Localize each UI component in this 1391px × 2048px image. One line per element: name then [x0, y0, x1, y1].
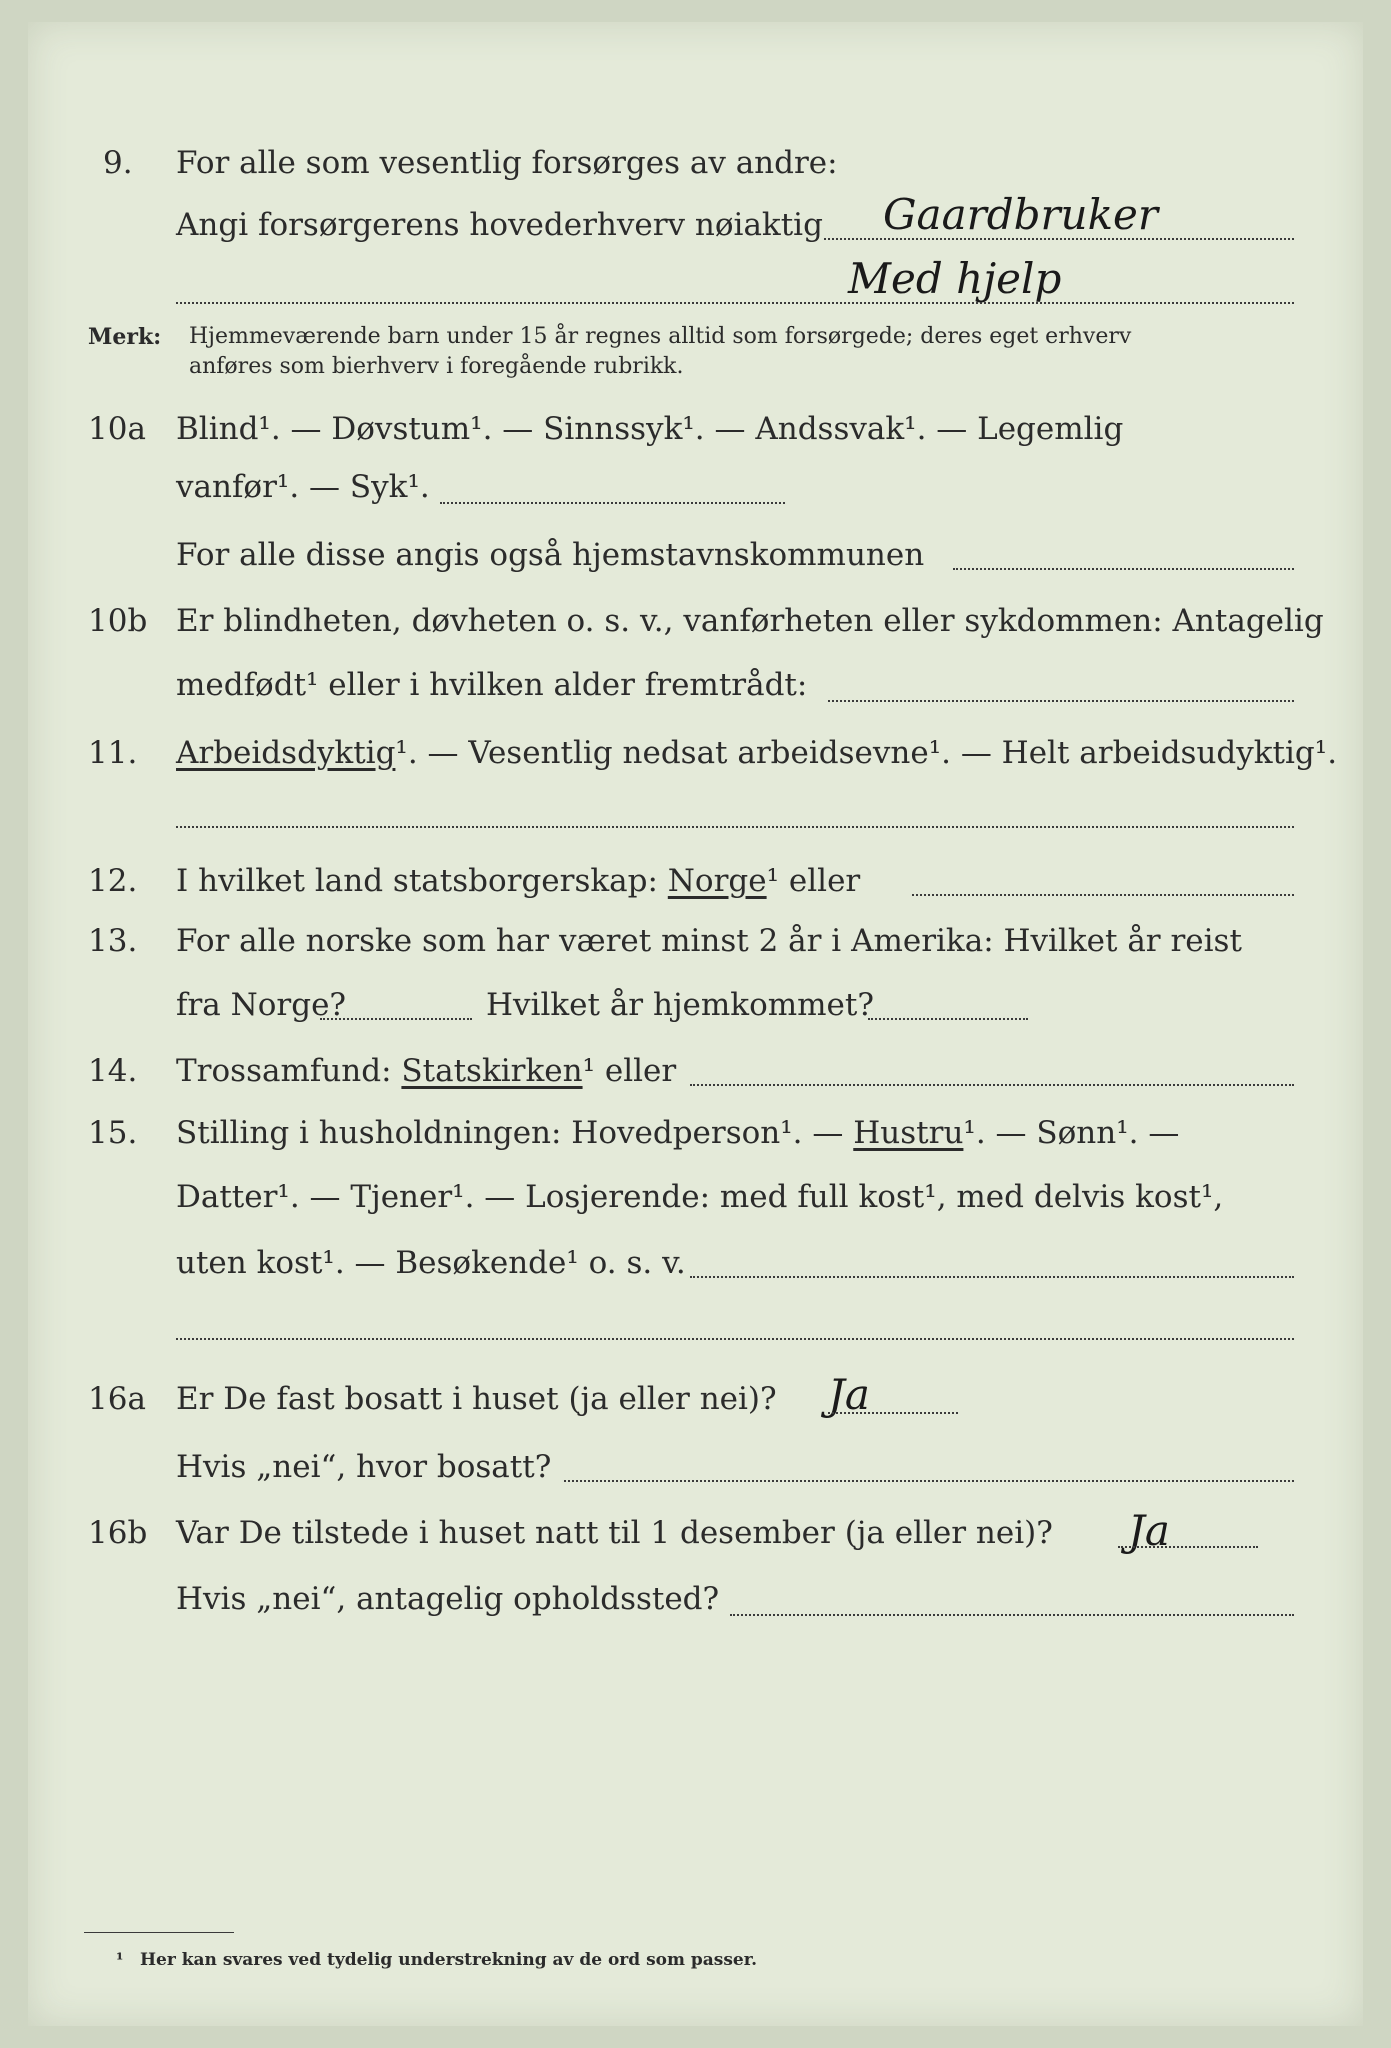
footnote-mark: ¹ — [116, 1950, 124, 1970]
q10b-line2: medfødt¹ eller i hvilken alder fremtrådt: — [176, 667, 808, 703]
q12-rest: ¹ eller — [766, 863, 861, 899]
q15-line1 — [176, 1115, 1180, 1151]
q9-answer-line1 — [824, 238, 1294, 240]
q15-line1a: Stilling i husholdningen: Hovedperson¹. — — [176, 1115, 844, 1151]
q14-number: 14. — [88, 1053, 138, 1089]
q11-line — [176, 735, 1338, 771]
q14-rest: ¹ eller — [582, 1053, 677, 1089]
q15-line1b: ¹. — Sønn¹. — — [963, 1115, 1180, 1151]
q15-number: 15. — [88, 1115, 138, 1151]
q15-line2: Datter¹. — Tjener¹. — Losjerende: med full kost¹, med delvis kost¹, — [176, 1179, 1224, 1215]
q16b-opholdssted-line — [730, 1614, 1294, 1616]
q10b-answer-line — [828, 700, 1294, 702]
q10a-line3: For alle disse angis også hjemstavnskommunen — [176, 537, 925, 573]
q15-answer-line2 — [176, 1338, 1294, 1340]
q14-answer-line — [690, 1084, 1294, 1086]
q15-hustru-underlined: Hustru — [853, 1115, 964, 1151]
q10a-line2: vanfør¹. — Syk¹. — [176, 469, 430, 505]
merk-label: Merk: — [88, 324, 162, 350]
q15-line3: uten kost¹. — Besøkende¹ o. s. v. — [176, 1245, 686, 1281]
q13-line2a: fra Norge? — [176, 987, 347, 1023]
q12-text: I hvilket land statsborgerskap: — [176, 863, 658, 899]
q16b-number: 16b — [88, 1515, 148, 1551]
q9-answer-occupation[interactable]: Gaardbruker — [883, 190, 1158, 239]
q9-answer-help[interactable]: Med hjelp — [848, 254, 1062, 303]
q9-number: 9. — [103, 145, 133, 181]
q10a-number: 10a — [88, 411, 146, 447]
footnote-rule — [84, 1932, 234, 1933]
q11-rest: ¹. — Vesentlig nedsat arbeidsevne¹. — Helt arbeidsudyktig¹. — [395, 735, 1338, 771]
q13-hjemkommet-line — [868, 1018, 1028, 1020]
q9-answer-line2 — [176, 302, 1294, 304]
q10b-number: 10b — [88, 603, 148, 639]
q16b-answer-line — [1118, 1546, 1258, 1548]
q10a-hjemstavn-line — [953, 568, 1294, 570]
merk-line2: anføres som bierhverv i foregående rubrikk. — [189, 354, 684, 379]
q11-number: 11. — [88, 735, 138, 771]
q9-line1: For alle som vesentlig forsørges av andre: — [176, 145, 838, 181]
footnote-text: Her kan svares ved tydelig understrekning av de ord som passer. — [140, 1950, 758, 1970]
q16b-line1: Var De tilstede i huset natt til 1 desember (ja eller nei)? — [176, 1515, 1053, 1551]
q14-statskirken-underlined: Statskirken — [401, 1053, 583, 1089]
q12-number: 12. — [88, 863, 138, 899]
q10a-line1: Blind¹. — Døvstum¹. — Sinnssyk¹. — Andssvak¹. — Legemlig — [176, 411, 1124, 447]
q15-answer-line1 — [690, 1276, 1294, 1278]
q16a-line1: Er De fast bosatt i huset (ja eller nei)? — [176, 1381, 777, 1417]
q16a-bosatt-line — [564, 1480, 1294, 1482]
q9-line2: Angi forsørgerens hovederhverv nøiaktig — [176, 207, 823, 243]
q12-line — [176, 863, 861, 899]
q13-line1: For alle norske som har været minst 2 år i Amerika: Hvilket år reist — [176, 923, 1242, 959]
q16a-answer[interactable]: Ja — [828, 1370, 870, 1419]
q10b-line1: Er blindheten, døvheten o. s. v., vanførheten eller sykdommen: Antagelig — [176, 603, 1324, 639]
q11-answer-line — [176, 826, 1294, 828]
q13-line2b: Hvilket år hjemkommet? — [486, 987, 874, 1023]
q16a-line2: Hvis „nei“, hvor bosatt? — [176, 1449, 552, 1485]
merk-line1: Hjemmeværende barn under 15 år regnes alltid som forsørgede; deres eget erhverv — [189, 324, 1132, 349]
q13-reist-line — [320, 1018, 472, 1020]
q14-line — [176, 1053, 677, 1089]
q16b-answer[interactable]: Ja — [1128, 1506, 1170, 1555]
q16a-answer-line — [828, 1412, 958, 1414]
q16a-number: 16a — [88, 1381, 146, 1417]
q12-norge-underlined: Norge — [667, 863, 767, 899]
q13-number: 13. — [88, 923, 138, 959]
q11-arbeidsdyktig-underlined: Arbeidsdyktig — [176, 735, 396, 771]
census-form-page — [28, 22, 1363, 2026]
q10a-syk-line — [440, 502, 785, 504]
q16b-line2: Hvis „nei“, antagelig opholdssted? — [176, 1581, 720, 1617]
q12-answer-line — [912, 894, 1294, 896]
q14-text: Trossamfund: — [176, 1053, 392, 1089]
